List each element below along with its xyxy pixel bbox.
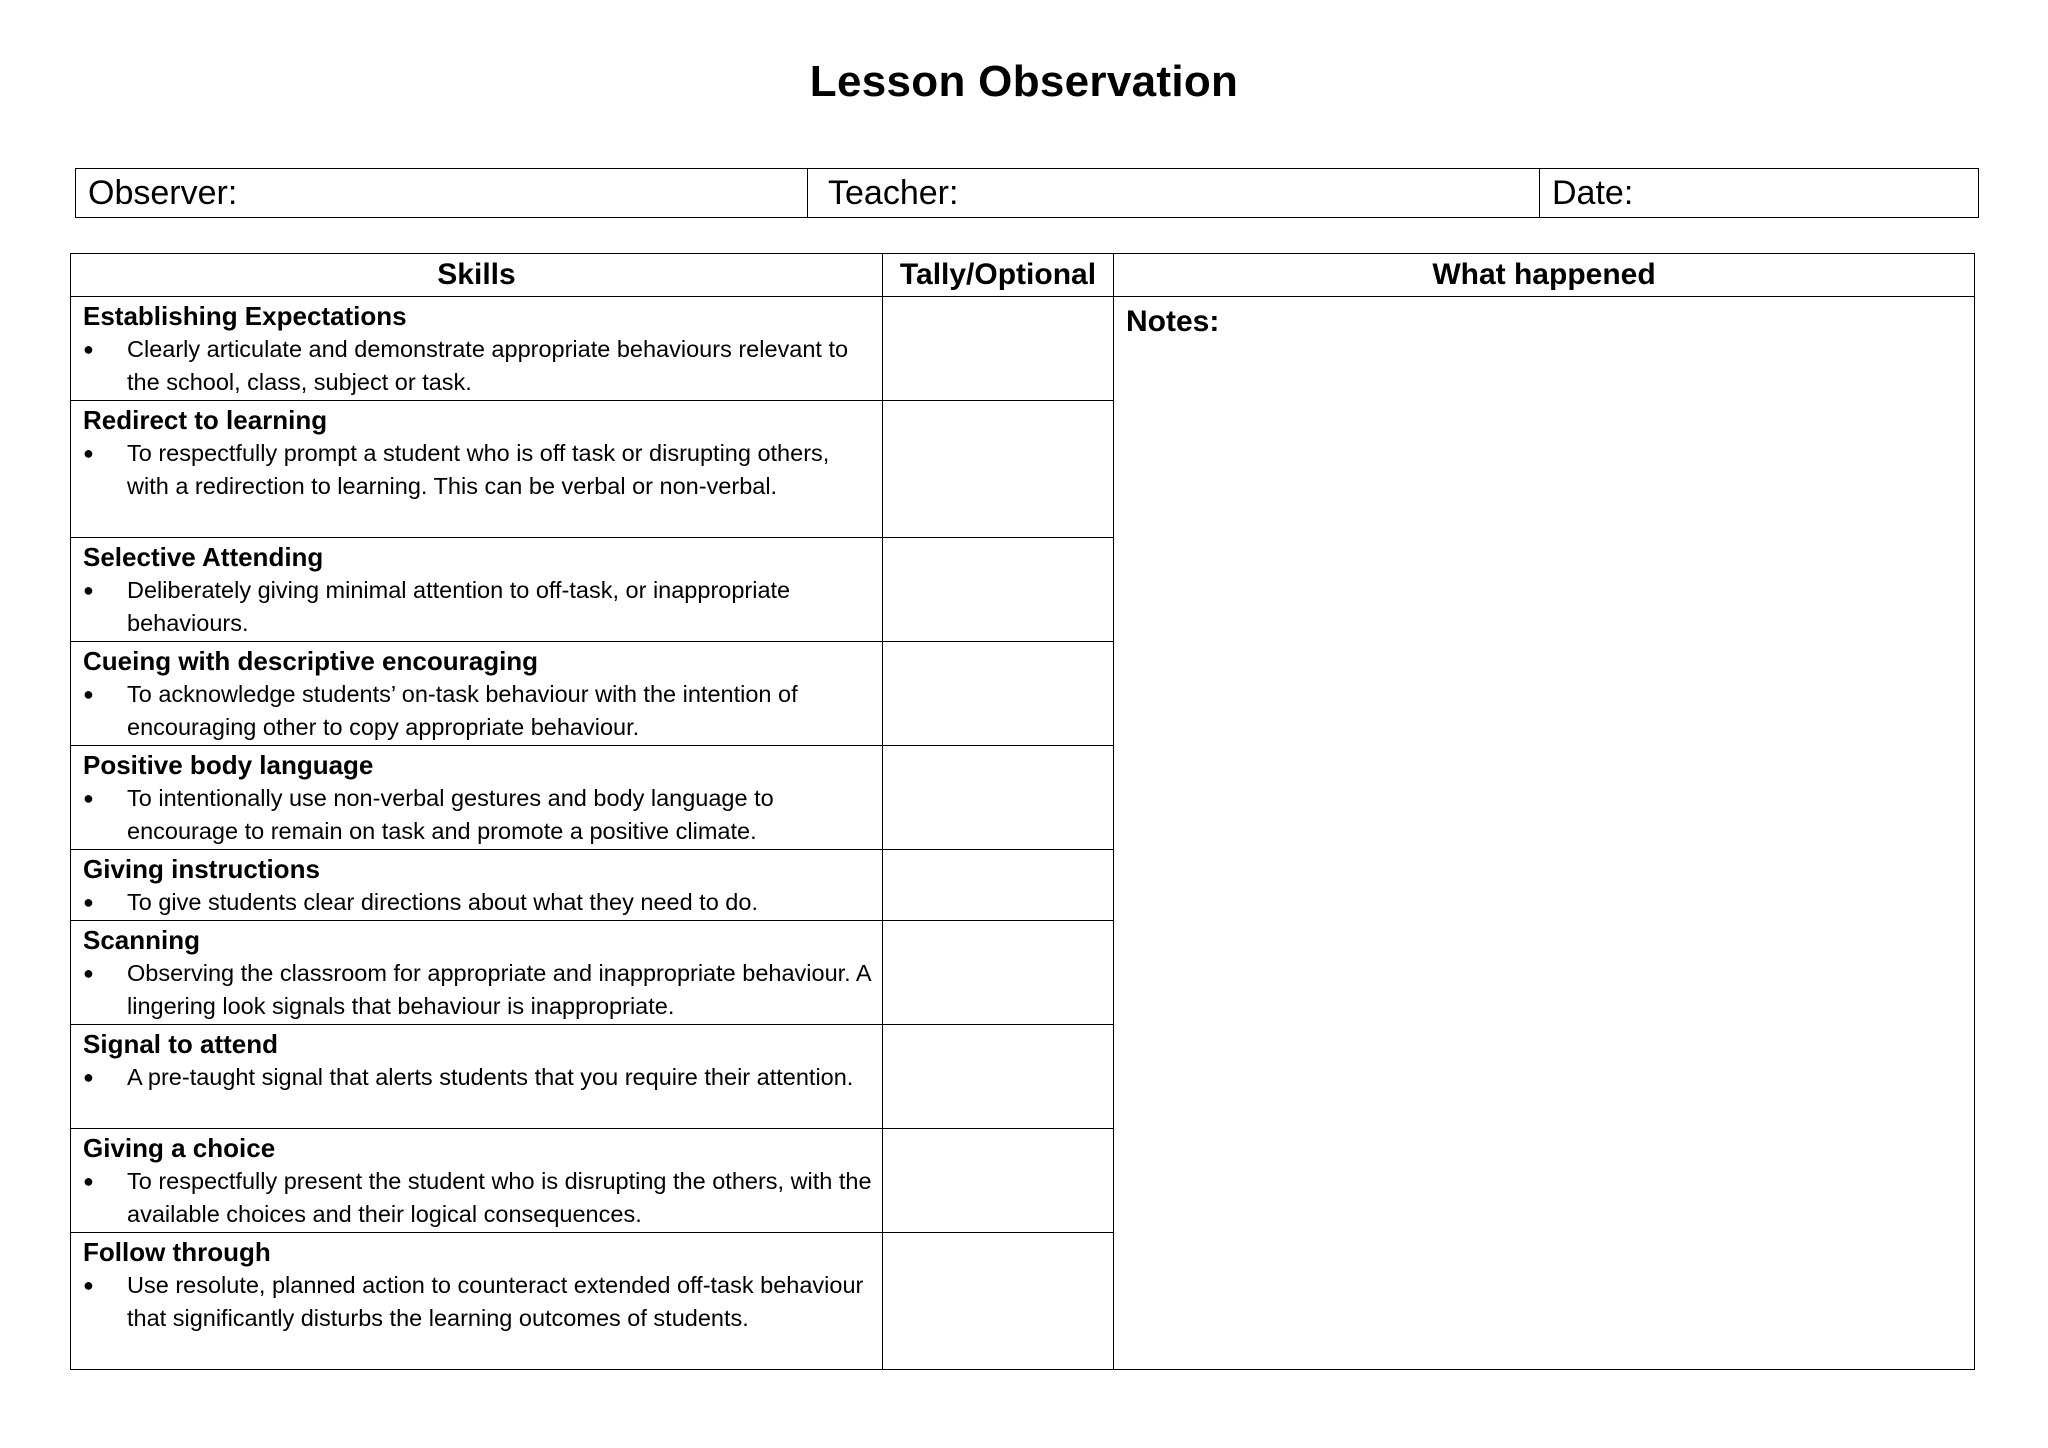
skills-table (70, 253, 1975, 1370)
skill-name: Establishing Expectations (83, 301, 407, 331)
bullet-icon: ● (83, 1171, 94, 1191)
bullet-icon: ● (83, 788, 94, 808)
skill-description-text: Clearly articulate and demonstrate appropriate behaviours relevant to the school, class, subject or task. (127, 336, 849, 395)
tally-cell[interactable] (883, 401, 1114, 538)
skill-description-text: Observing the classroom for appropriate and inappropriate behaviour. A lingering look signals that behaviour is inappropriate. (127, 960, 871, 1019)
skill-description (83, 678, 872, 744)
skill-cell (71, 1025, 883, 1129)
tally-cell[interactable] (883, 1025, 1114, 1129)
tally-cell[interactable] (883, 297, 1114, 401)
bullet-icon: ● (83, 963, 94, 983)
skill-name: Selective Attending (83, 542, 324, 572)
bullet-icon: ● (83, 339, 94, 359)
page-title: Lesson Observation (809, 57, 1239, 106)
skill-description (83, 574, 872, 640)
notes-cell[interactable] (1114, 297, 1975, 1370)
skill-cell (71, 642, 883, 746)
observer-field[interactable]: Observer: (76, 169, 808, 218)
column-header-tally: Tally/Optional (883, 254, 1114, 297)
skill-cell (71, 1129, 883, 1233)
bullet-icon: ● (83, 892, 94, 912)
tally-cell[interactable] (883, 538, 1114, 642)
skill-description-text: Use resolute, planned action to counteract extended off-task behaviour that significantly disturbs the learning outcomes of students. (127, 1272, 864, 1331)
bullet-icon: ● (83, 580, 94, 600)
skill-description (83, 782, 872, 848)
column-header-skills: Skills (71, 254, 883, 297)
skill-name: Giving a choice (83, 1133, 276, 1163)
skill-description-text: To intentionally use non-verbal gestures and body language to encourage to remain on task and promote a positive climate. (127, 785, 774, 844)
tally-cell[interactable] (883, 642, 1114, 746)
skill-cell (71, 401, 883, 538)
skill-cell (71, 850, 883, 921)
skill-name: Scanning (83, 925, 201, 955)
skill-description-text: A pre-taught signal that alerts students that you require their attention. (127, 1064, 854, 1090)
skill-description (83, 437, 872, 503)
skill-cell (71, 746, 883, 850)
notes-label: Notes: (1126, 305, 1220, 338)
skill-description (83, 957, 872, 1023)
skill-description-text: To acknowledge students’ on-task behaviour with the intention of encouraging other to copy appropriate behaviour. (127, 681, 798, 740)
column-header-what-happened: What happened (1114, 254, 1975, 297)
observation-header-table (75, 168, 1979, 218)
skill-name: Cueing with descriptive encouraging (83, 646, 539, 676)
bullet-icon: ● (83, 1275, 94, 1295)
skill-description (83, 1269, 872, 1335)
tally-cell[interactable] (883, 1233, 1114, 1370)
skill-row (71, 297, 1975, 401)
skill-description-text: To respectfully present the student who is disrupting the others, with the available choices and their logical consequences. (127, 1168, 872, 1227)
skill-description-text: To give students clear directions about what they need to do. (127, 889, 758, 915)
skill-description (83, 333, 872, 399)
tally-cell[interactable] (883, 746, 1114, 850)
skill-cell (71, 297, 883, 401)
skill-name: Giving instructions (83, 854, 320, 884)
skill-name: Redirect to learning (83, 405, 328, 435)
tally-cell[interactable] (883, 921, 1114, 1025)
teacher-field[interactable]: Teacher: (808, 169, 1540, 218)
skill-description (83, 1061, 872, 1094)
bullet-icon: ● (83, 443, 94, 463)
skill-cell (71, 1233, 883, 1370)
tally-cell[interactable] (883, 850, 1114, 921)
skill-name: Follow through (83, 1237, 271, 1267)
skill-cell (71, 921, 883, 1025)
bullet-icon: ● (83, 1067, 94, 1087)
skill-name: Signal to attend (83, 1029, 278, 1059)
skill-description-text: To respectfully prompt a student who is off task or disrupting others, with a redirection to learning. This can be verbal or non-verbal. (127, 440, 830, 499)
skill-cell (71, 538, 883, 642)
skill-description-text: Deliberately giving minimal attention to off-task, or inappropriate behaviours. (127, 577, 791, 636)
skill-description (83, 1165, 872, 1231)
tally-cell[interactable] (883, 1129, 1114, 1233)
date-field[interactable]: Date: (1540, 169, 1979, 218)
skill-name: Positive body language (83, 750, 374, 780)
skill-description (83, 886, 872, 919)
bullet-icon: ● (83, 684, 94, 704)
